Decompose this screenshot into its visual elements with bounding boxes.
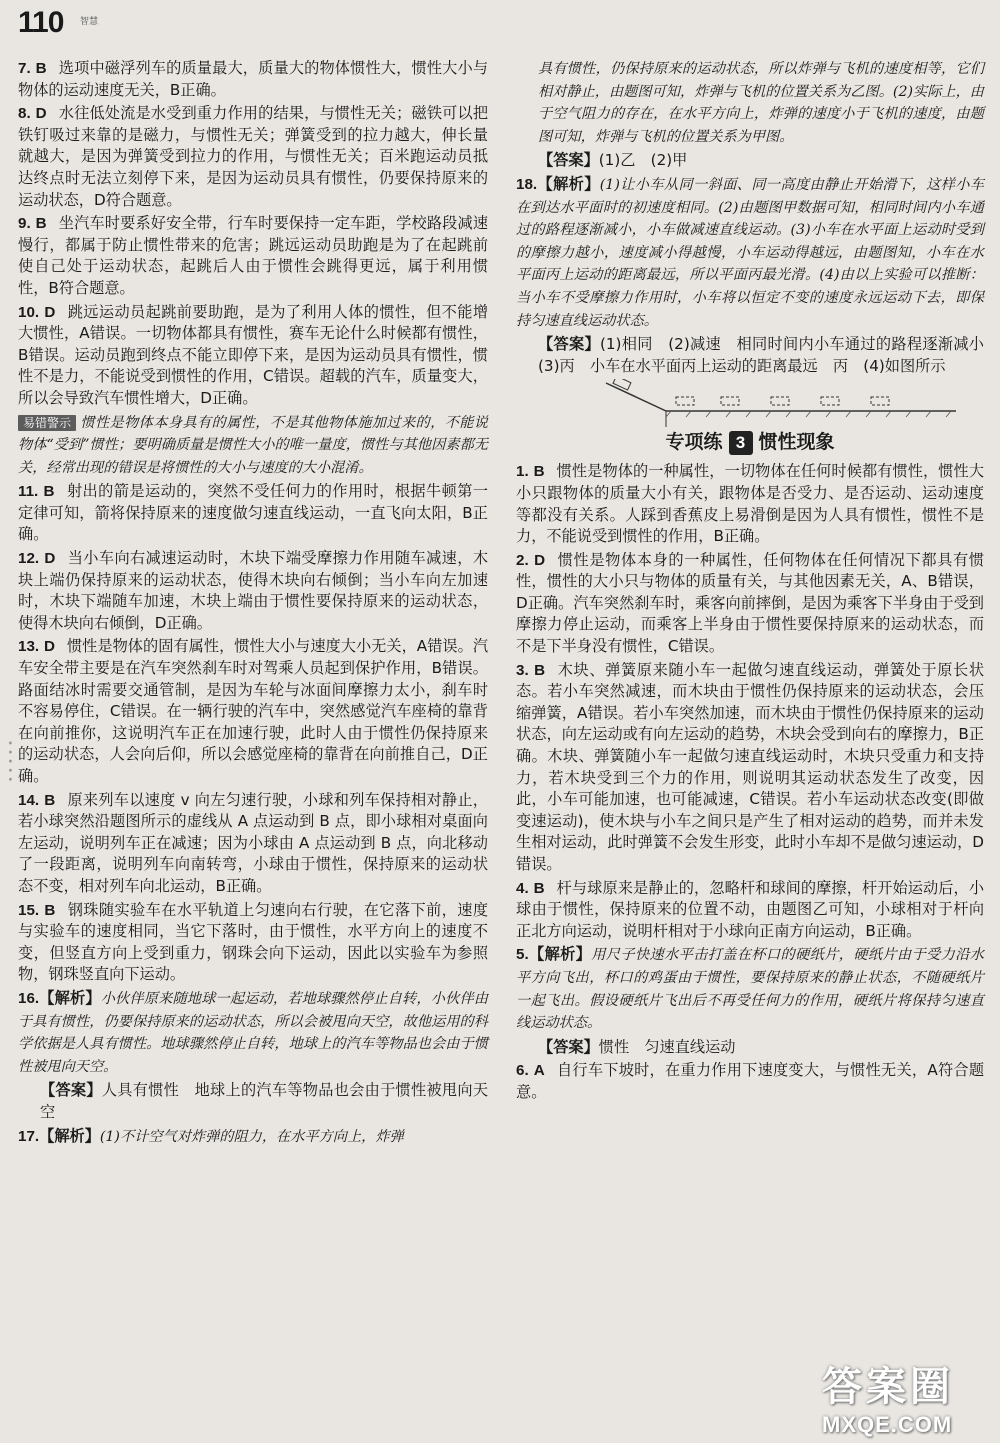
analysis-text: 小伙伴原来随地球一起运动，若地球骤然停止自转，小伙伴由于具有惯性，仍要保持原来的运动状态，所以会被甩向天空，故他运用的科学依据是人具有惯性。地球骤然停止自转，地球上的汽车等物品也会由于惯性被甩向天空。	[18, 990, 489, 1075]
item-text: (1)相同 (2)减速 相同时间内小车通过的路程逐渐减小 (3)丙 小车在水平面丙上运动的距离最远 丙 (4)如图所示	[538, 335, 1000, 375]
answer-item	[18, 900, 488, 986]
item-number: 7.	[18, 60, 31, 77]
item-number: 17.	[18, 1127, 40, 1145]
item-option: B	[35, 60, 47, 77]
answer-item	[18, 1080, 488, 1123]
answer-item	[516, 461, 984, 547]
answer-item	[18, 481, 488, 546]
answer-item	[18, 213, 488, 299]
answer-item	[516, 174, 984, 332]
item-option: D	[44, 303, 56, 321]
item-number: 6.	[516, 1062, 529, 1080]
answer-item	[18, 790, 488, 898]
item-option: B	[533, 463, 545, 481]
item-number: 16.	[18, 989, 40, 1007]
item-text: 自行车下坡时，在重力作用下速度变大，与惯性无关，A符合题意。	[516, 1061, 985, 1101]
item-option: B	[35, 215, 47, 233]
item-number: 1.	[516, 463, 529, 481]
answer-item	[18, 1126, 488, 1149]
item-text: 射出的箭是运动的，突然不受任何力的作用时，根据牛顿第一定律可知，箭将保持原来的速度做匀速直线运动，一直飞向太阳，B正确。	[18, 482, 489, 544]
answer-item	[516, 1060, 984, 1103]
page-number: 110	[18, 6, 64, 39]
answer-item	[516, 550, 984, 658]
item-option: B	[533, 879, 545, 897]
item-option: D	[534, 551, 546, 569]
experiment-diagram	[516, 379, 984, 427]
section-prefix: 专项练	[665, 432, 723, 454]
section-name: 惯性现象	[758, 432, 835, 454]
answer-item	[516, 1037, 984, 1059]
item-text: 当小车向右减速运动时，木块下端受摩擦力作用随车减速，木块上端仍保持原来的运动状态，使得木块向右倾倒；当小车向左加速时，木块下端随车加速，木块上端由于惯性要保持原来的运动状态，使得木块向右倾倒，D正确。	[18, 549, 489, 632]
item-text: 惯性是物体的固有属性，惯性大小与速度大小无关，A错误。汽车安全带主要是在汽车突然刹车时对驾乘人员起到保护作用，B错误。路面结冰时需要交通管制，是因为车轮与冰面间摩擦力太小，刹车时不容易停住，C错误。在一辆行驶的汽车中，突然感觉汽车座椅的靠背在向前推你，这说明汽车正在加速行驶，此时人由于惯性仍保持原来的运动状态，人会向后仰，所以会感觉座椅的靠背在向前推自己，D正确。	[18, 637, 489, 785]
item-text: 原来列车以速度 v 向左匀速行驶，小球和列车保持相对静止，若小球突然沿题图所示的虚线从 A 点运动到 B 点，即小球相对桌面向左运动，说明列车正在减速；因为小球由 A 点运动到 B 点，向北移动了一段距离，说明列车向南转弯，小球由于惯性，保持原来的运动状态不变，相对列车向北运动，B正确。	[18, 790, 488, 895]
item-option: B	[44, 901, 56, 919]
answer-item	[18, 302, 488, 410]
item-option: D	[43, 638, 55, 656]
answer-label: 【答案】	[40, 1081, 102, 1100]
item-text: 钢珠随实验车在水平轨道上匀速向右行驶，在它落下前，速度与实验车的速度相同，当它下落时，由于惯性，水平方向上的速度不变，但竖直方向上受到重力，钢珠会向下运动，因此以实验车为参照物，钢珠竖直向下运动。	[18, 900, 489, 984]
item-number: 2.	[516, 551, 529, 569]
item-number: 11.	[18, 483, 39, 501]
answer-item	[18, 548, 488, 634]
answer-item	[516, 58, 984, 148]
item-number: 8.	[18, 105, 31, 123]
item-number: 14.	[18, 791, 40, 809]
left-column	[18, 58, 488, 1150]
item-number: 3.	[516, 661, 529, 679]
item-option: B	[44, 791, 56, 809]
item-option: D	[44, 550, 56, 568]
answer-label: 【解析】	[537, 174, 600, 193]
answer-label: 【解析】	[39, 988, 101, 1007]
answer-label: 【答案】	[538, 151, 599, 170]
item-text: (1)乙 (2)甲	[598, 151, 688, 170]
item-number: 9.	[18, 215, 31, 233]
item-text: 坐汽车时要系好安全带，行车时要保持一定车距，学校路段减速慢行，都属于防止惯性带来的危害；跳远运动员助跑是为了在起跳前使自己处于运动状态，起跳后人由于惯性会跳得更远，属于利用惯性，B符合题意。	[18, 214, 489, 297]
analysis-text: (1)不计空气对炸弹的阻力，在水平方向上，炸弹	[99, 1128, 404, 1145]
item-text: 惯性是物体的一种属性，一切物体在任何时候都有惯性，惯性大小只跟物体的质量大小有关，跟物体是否受力、是否运动、运动速度等都没有关系。人踩到香蕉皮上易滑倒是因为人具有惯性，惯性不是力，不能说受到惯性的作用，B正确。	[516, 462, 985, 546]
margin-dots-decoration: • • • • •	[4, 740, 15, 783]
item-option: D	[35, 105, 47, 123]
answer-item	[516, 334, 1000, 377]
section-title	[516, 431, 984, 455]
answer-item	[516, 150, 984, 172]
item-option: B	[43, 483, 55, 501]
answer-label: 【答案】	[538, 1037, 599, 1056]
answer-label: 【解析】	[39, 1126, 100, 1145]
analysis-text: 具有惯性，仍保持原来的运动状态，所以炸弹与飞机的速度相等，它们相对静止，由题图可知，炸弹与飞机的位置关系为乙图。(2)实际上，由于空气阻力的存在，在水平方向上，炸弹的速度小于飞机的速度，由题图可知，炸弹与飞机的位置关系为甲图。	[538, 61, 984, 145]
right-column	[516, 58, 1000, 1106]
item-text: 杆与球原来是静止的，忽略杆和球间的摩擦，杆开始运动后，小球由于惯性，保持原来的位置不动，由题图乙可知，小球相对于杆向正北方向运动，说明杆相对于小球向正南方向运动，B正确。	[516, 878, 985, 940]
item-text: 惯性是物体本身具有的属性，不是其他物体施加过来的，不能说物体“受到”惯性；要明确质量是惯性大小的唯一量度，惯性与其他因素都无关，经常出现的错误是将惯性的大小与速度的大小混淆。	[18, 414, 488, 476]
answer-item	[18, 636, 488, 787]
item-number: 4.	[516, 879, 529, 897]
item-text: 跳远运动员起跳前要助跑，是为了利用人体的惯性，但不能增大惯性，A错误。一切物体都具有惯性，赛车无论什么时候都有惯性，B错误。运动员跑到终点不能立即停下来，是因为运动员具有惯性，惯性不是力，不能说受到惯性的作用，C错误。超载的汽车，质量变大，所以会导致汽车惯性增大，D正确。	[18, 302, 489, 407]
answer-item	[516, 878, 984, 943]
item-text: 人具有惯性 地球上的汽车等物品也会由于惯性被甩向天空	[40, 1081, 489, 1121]
item-text: 选项中磁浮列车的质量最大，质量大的物体惯性大，惯性大小与物体的运动速度无关，B正确。	[18, 59, 489, 99]
item-option: B	[534, 661, 546, 679]
answer-item	[516, 944, 984, 1034]
item-number: 12.	[18, 550, 40, 568]
answer-item	[516, 660, 984, 876]
item-text: 木块、弹簧原来随小车一起做匀速直线运动，弹簧处于原长状态。若小车突然减速，而木块由于惯性仍保持原来的运动状态，会压缩弹簧，A错误。若小车突然加速，而木块由于惯性仍保持原来的运动状态，向左运动或有向左运动的趋势，木块会受到向右的摩擦力，B正确。木块、弹簧随小车一起做匀速直线运动时，木块只受重力和支持力，若木块受到三个力的作用，则说明其运动状态发生了改变，因此，小车可能加速，也可能减速，C错误。若小车运动状态改变(即做变速运动)，使木块与小车之间只是产生了相对运动的趋势，而并未发生相对运动，此时弹簧不会发生形变，此时小车却不是做匀速运动，D错误。	[516, 660, 985, 873]
watermark-logo	[822, 1355, 992, 1435]
answer-item	[18, 412, 488, 480]
cart-on-slope-figure	[516, 379, 984, 427]
item-number: 18.	[516, 175, 538, 193]
answer-item	[18, 103, 488, 211]
item-number: 13.	[18, 638, 40, 656]
item-text: 惯性是物体本身的一种属性，任何物体在任何情况下都具有惯性，惯性的大小只与物体的质量有关，与其他因素无关，A、B错误，D正确。汽车突然刹车时，乘客向前摔倒，是因为乘客下半身由于受到摩擦力停止运动，而乘客上半身由于惯性要保持原来的运动状态，而不是下半身没有惯性，C错误。	[516, 550, 985, 656]
analysis-text: 用尺子快速水平击打盖在杯口的硬纸片，硬纸片由于受力沿水平方向飞出，杯口的鸡蛋由于惯性，要保持原来的静止状态，不随硬纸片一起飞出。假设硬纸片飞出后不再受任何力的作用，硬纸片将保持匀速直线运动状态。	[516, 947, 984, 1032]
item-option: A	[533, 1062, 545, 1080]
answer-item	[18, 988, 488, 1078]
analysis-text: (1)让小车从同一斜面、同一高度由静止开始滑下，这样小车在到达水平面时的初速度相同。(2)由题图甲数据可知，相同时间内小车通过的路程逐渐减小，小车做减速直线运动。(3)小车在水平面上运动时受到的摩擦力越小，速度减小得越慢，小车运动得越远，由题图知，小车在水平面丙上运动的距离最远，所以平面丙最光滑。(4)由以上实验可以推断：当小车不受摩擦力作用时，小车将以恒定不变的速度永远运动下去，即保持匀速直线运动状态。	[516, 176, 984, 329]
item-number: 5.	[516, 946, 529, 964]
watermark-title: 答案圈	[822, 1365, 954, 1409]
watermark-url: MXQE.COM	[822, 1412, 953, 1437]
item-text: 水往低处流是水受到重力作用的结果，与惯性无关；磁铁可以把铁钉吸过来靠的是磁力，与惯性无关；弹簧受到的拉力越大，伸长量就越大，是因为弹簧受到拉力的作用，与惯性无关；百米跑运动员抵达终点时无法立刻停下来，是因为运动员具有惯性，仍要保持原来的运动状态，D符合题意。	[18, 104, 489, 209]
item-number: 15.	[18, 901, 40, 919]
section-badge: 3	[729, 431, 753, 455]
item-text: 惯性 匀速直线运动	[598, 1037, 736, 1056]
answer-item	[18, 58, 488, 101]
answer-label: 【答案】	[538, 335, 600, 354]
page-number-sub: 智慧	[80, 17, 99, 27]
answer-label: 【解析】	[528, 945, 592, 964]
warning-tag: 易错警示	[18, 415, 76, 431]
item-number: 10.	[18, 303, 40, 321]
